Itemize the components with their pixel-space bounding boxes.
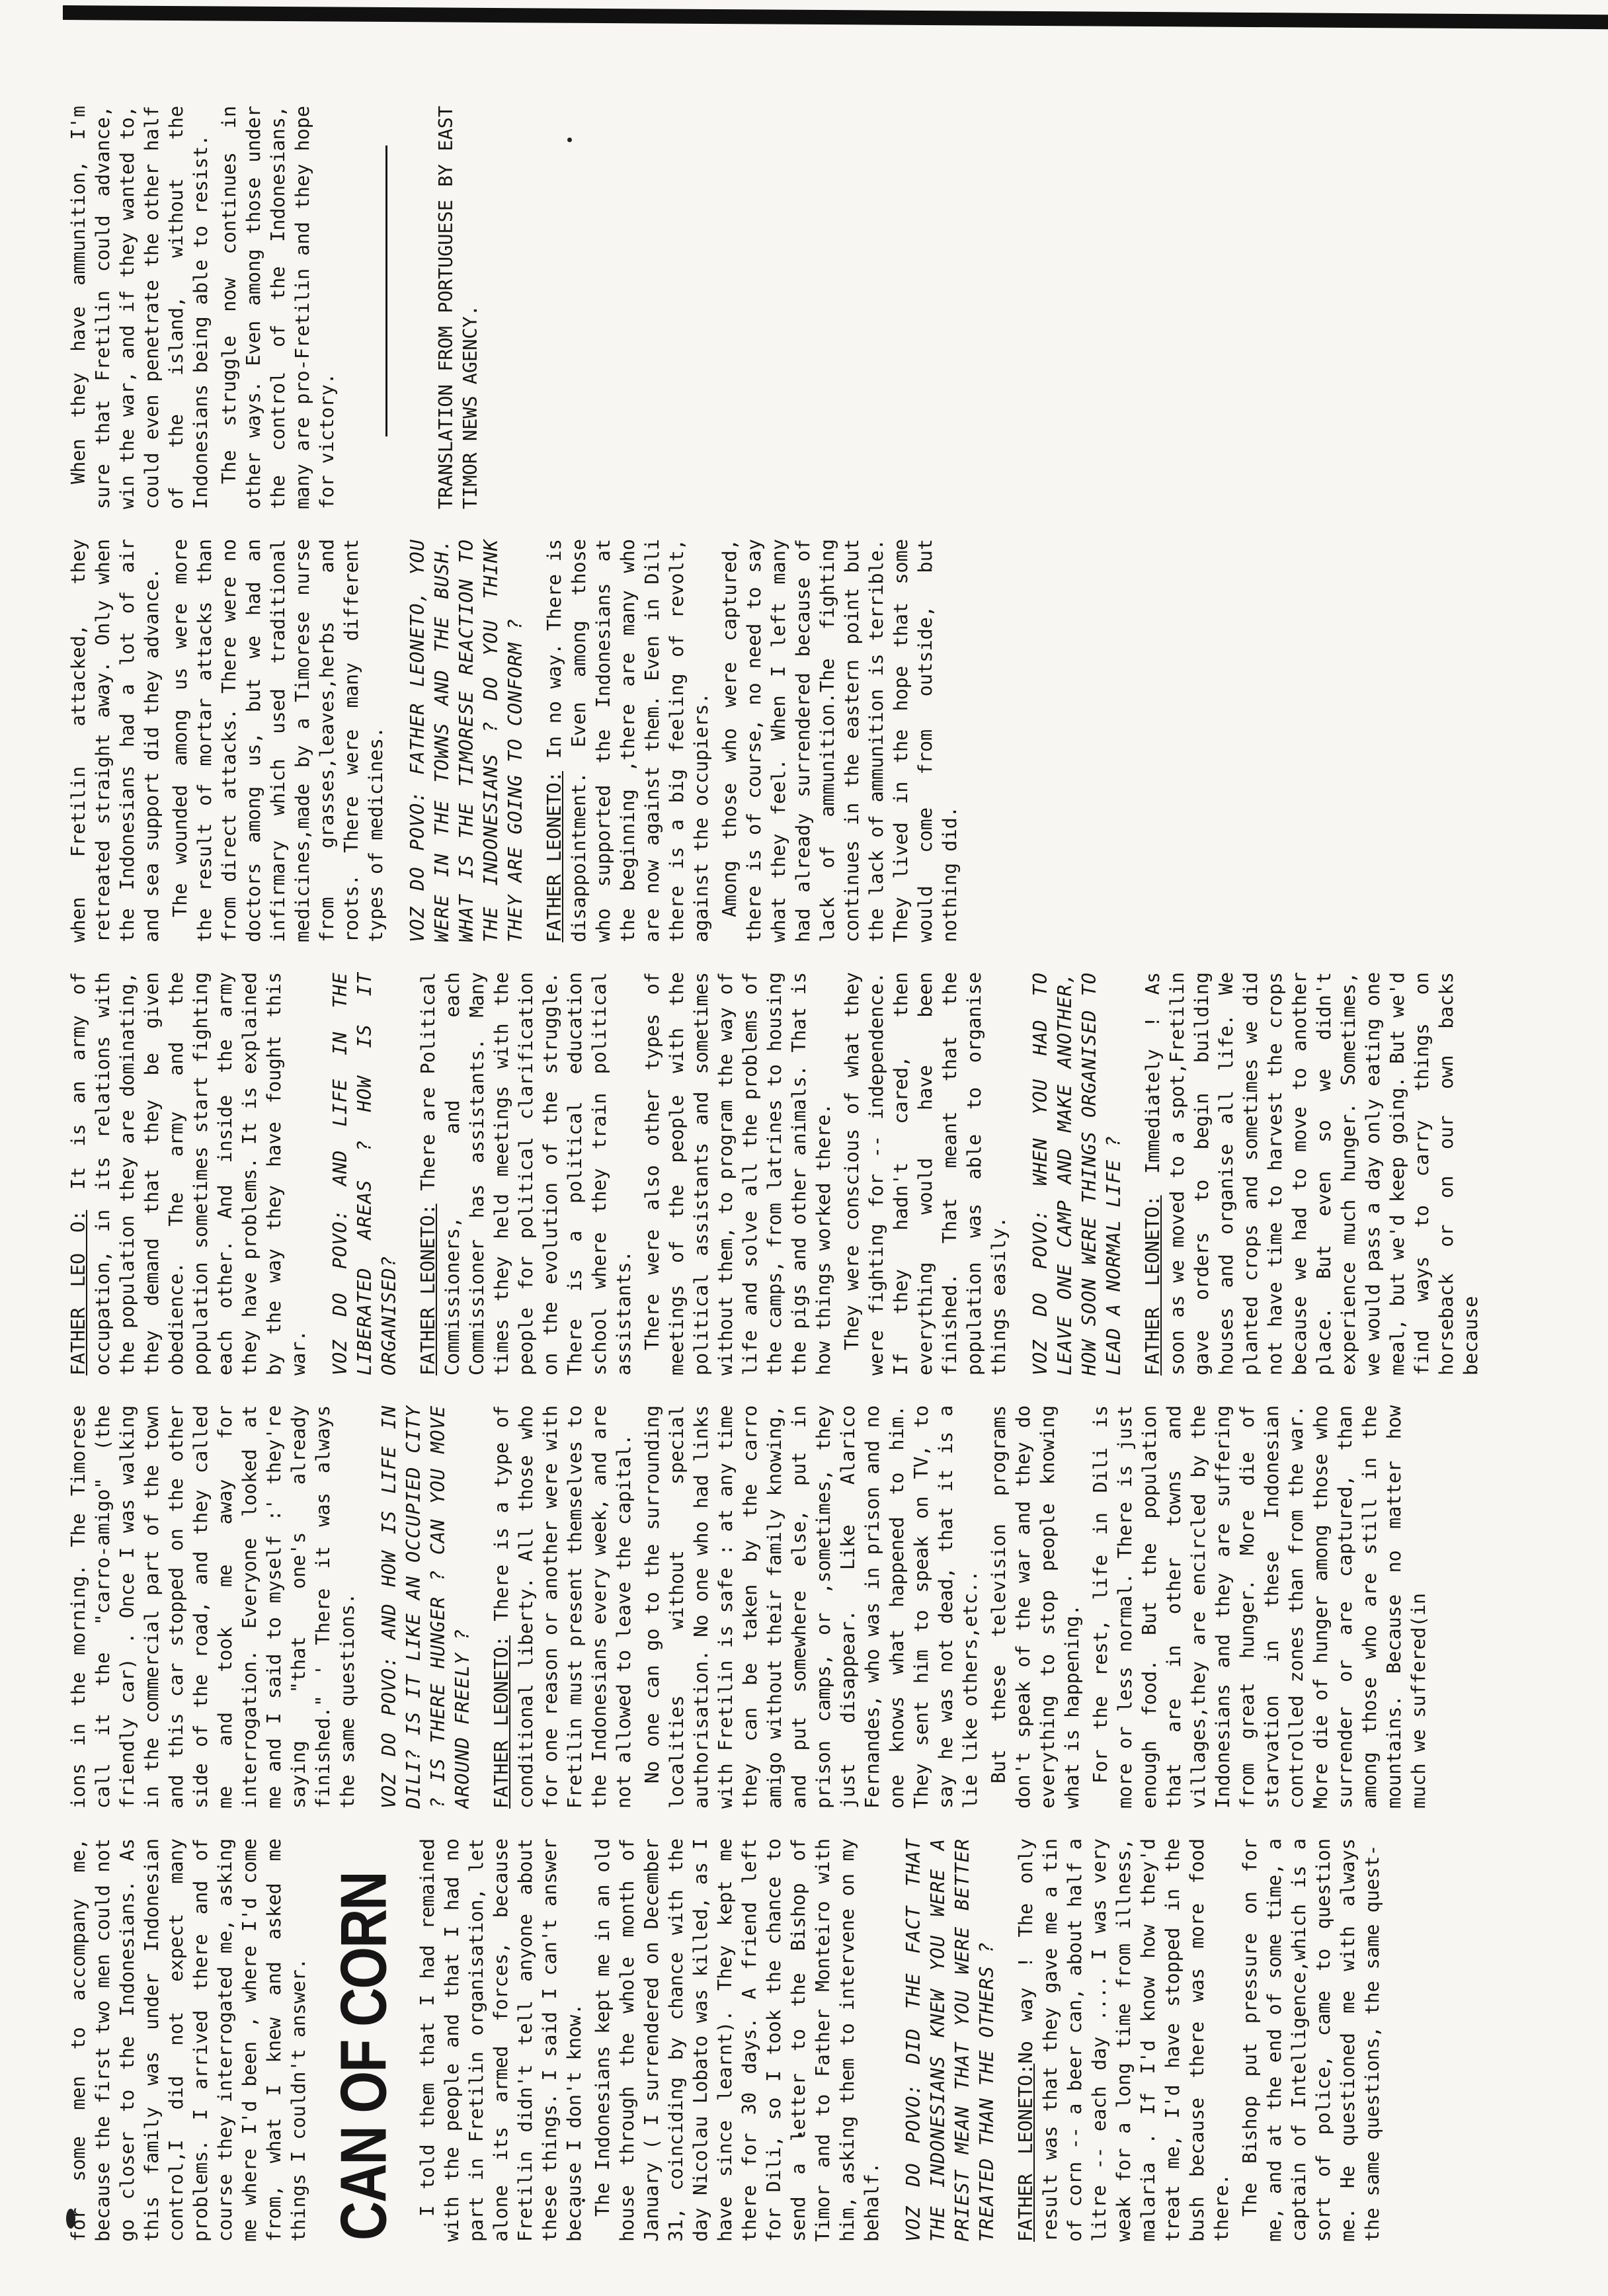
interview-answer bbox=[1014, 1838, 1234, 2242]
article-column-5 bbox=[66, 106, 1527, 509]
column-text: ions in the morning. The Timorese call it the "carro-amigo" (the friendly car) . Once I was walking in the commercial part of the town and this car stopped on the other side of the road, and they called me and took me away for interrogation. Everyone looked at me and I said to myself :' they're saying "that one's already finished." ' There it was always the same questions. bbox=[67, 1405, 358, 1809]
rotated-document bbox=[66, 106, 1527, 2242]
speaker-label: FATHER LEONETO: bbox=[491, 1635, 512, 1809]
speaker-label: FATHER LEONETO: bbox=[543, 771, 565, 942]
answer-text: It is an army of occupation, in its relations with the population they are dominating, they demand that they be given obedience. The army and the population sometimes start fighting each other. And inside the army they have problems. It is explained by the way they have fought this war. bbox=[67, 972, 309, 1375]
paragraph: When they have ammunition, I'm sure that Fretilin could advance, win the war, and if they wanted to, could even penetrate the other half of the island, without the Indonesians being able to resist. bbox=[67, 106, 212, 509]
headline: CAN OF CORN bbox=[327, 1872, 400, 2240]
top-border-rule bbox=[63, 5, 1608, 29]
paragraph: No one can go to the surrounding localities without special authorisation. No one who had links with Fretilin is safe : at any time they can be taken by the carro amigo without their family knowing, and put somewhere else, put in prison camps, or ,sometimes, they just disappear. Like Alarico Fernandes, who was in prison and no one knows what happened to him. They sent him to speak on TV, to say he was not dead, that it is a lie like others,etc.. bbox=[641, 1405, 981, 1809]
article-column-1 bbox=[66, 1838, 1527, 2242]
interview-question: VOZ DO POVO: FATHER LEONETO, YOU WERE IN THE TOWNS AND THE BUSH. WHAT IS THE TIMORESE REACTION TO THE INDONESIANS ? DO YOU THINK THEY ARE GOING TO CONFORM ? bbox=[407, 539, 526, 942]
speaker-label: FATHER LEO O: bbox=[67, 1210, 89, 1375]
article-columns bbox=[66, 106, 1527, 2242]
interview-question: VOZ DO POVO: AND LIFE IN THE LIBERATED AREAS ? HOW IS IT ORGANISED? bbox=[329, 972, 400, 1375]
speaker-label: FATHER LEONETO: bbox=[1015, 2063, 1037, 2242]
paragraph: There were also other types of meetings of the people with the political assistants and sometimes without them, to program the way of life and solve all the problems of the camps, from latrines to housing the pigs and other animals. That is how things worked there. bbox=[641, 972, 834, 1375]
paragraph: The Indonesians kept me in an old house through the whole month of January ( I surrendered on December 31, coinciding by chance with the day Nicolau Lobato was killed, as I have since learnt). They kept me there for 30 days. A friend left for Dili, so I took the chance to send a letter to the Bishop of Timor and to Father Monteiro with him, asking them to intervene on my behalf. bbox=[592, 1838, 883, 2242]
answer-text: There is a type of conditional liberty. All those who for one reason or another were with Fretilin must present themselves to the Indonesians every week, and are not allowed to leave the capital. bbox=[491, 1405, 635, 1809]
interview-answer bbox=[1141, 972, 1483, 1375]
interview-answer bbox=[66, 972, 311, 1375]
column-text: when Fretilin attacked, they retreated straight away. Only when the Indonesians had a lot of air and sea support did they advance. bbox=[67, 539, 163, 942]
paragraph: The Bishop put pressure on for me, and at the end of some time, a captain of Intelligence,which is a sort of police, came to question me. He questioned me with always the same questions, the same quest- bbox=[1239, 1838, 1383, 2242]
paragraph: The struggle now continues in other ways. Even among those under the control of the Indonesians, many are pro-Fretilin and they hope for victory. bbox=[218, 106, 338, 509]
speaker-label: FATHER LEONETO: bbox=[417, 1204, 439, 1375]
translation-credit: TRANSLATION FROM PORTUGUESE BY EAST TIMOR NEWS AGENCY. bbox=[435, 106, 481, 509]
speaker-label: FATHER LEONETO: bbox=[1142, 1195, 1164, 1375]
answer-text: There are Political Commissioners, and each Commissioner has assistants. Many times they held meetings with the people for political clarification on the evolution of the struggle. There is a political education school where they train political assistants. bbox=[417, 972, 635, 1375]
section-divider bbox=[385, 145, 387, 436]
column-text: for some men to accompany me, because the first two men could not go closer to the Indonesians. As this family was under Indonesian control,I did not expect many problems. I arrived there and of course they interrogated me, asking me where I'd been , where I'd come from, what I knew and asked me things I couldn't answer. bbox=[67, 1838, 309, 2242]
answer-text: Immediately ! As soon as we moved to a spot,Fretilin gave orders to begin building houses and organise all life. We planted crops and sometimes we did not have time to harvest the crops because we had to move to another place. But even so we didn't experience much hunger. Sometimes, we would pass a day only eating one meal, but we'd keep going. But we'd find ways to carry things on horseback or on our own backs because bbox=[1142, 972, 1482, 1375]
paragraph: For the rest, life in Dili is more or less normal. There is just enough food. But the population that are in other towns and villages,they are encircled by the Indonesians and they are suffering from great hunger. More die of starvation in these Indonesian controlled zones than from the war. More die of hunger among those who surrender or are captured, than among those who are still in the mountains. Because no matter how much we suffered(in bbox=[1090, 1405, 1429, 1809]
article-column-4 bbox=[66, 539, 1527, 942]
interview-question: VOZ DO POVO: WHEN YOU HAD TO LEAVE ONE CAMP AND MAKE ANOTHER, HOW SOON WERE THINGS ORGANISED TO LEAD A NORMAL LIFE ? bbox=[1029, 972, 1125, 1375]
article-column-2 bbox=[66, 1405, 1527, 1809]
interview-answer bbox=[489, 1405, 636, 1809]
paragraph: But these television programs don't speak of the war and they do everything to stop people knowing what is happening. bbox=[988, 1405, 1083, 1809]
paragraph: I told them that I had remained with the people and that I had no part in Fretilin organisation, let alone its armed forces, because Fretilin didn't tell anyone about these things. I said I can't answer because I don't know. bbox=[417, 1838, 585, 2242]
paragraph: The wounded among us were more the result of mortar attacks than from direct attacks. There were no doctors among us, but we had an infirmary which used traditional medicines,made by a Timorese nurse from grasses,leaves,herbs and roots. There were many different types of medicines. bbox=[169, 539, 387, 942]
interview-question: VOZ DO POVO: DID THE FACT THAT THE INDONESIANS KNEW YOU WERE A PRIEST MEAN THAT YOU WERE BETTER TREATED THAN THE OTHERS ? bbox=[903, 1838, 998, 2242]
interview-answer bbox=[416, 972, 636, 1375]
interview-answer bbox=[542, 539, 713, 942]
paragraph: They were conscious of what they were fighting for -- independence. If they hadn't cared, then everything would have been finished. That meant that the population was able to organise things easily. bbox=[841, 972, 1010, 1375]
answer-text: In no way. There is disappointment. Even among those who supported the Indonesians at the beginning ,there are many who are now against them. Even in Dili there is a big feeling of revolt, against the occupiers. bbox=[543, 539, 712, 942]
answer-text: No way ! The only result was that they gave me a tin of corn -- a beer can, about half a litre -- each day .... I was very weak for a long time from illness, malaria . If I'd know how they'd treat me, I'd have stopped in the bush because there was more food there. bbox=[1015, 1838, 1232, 2242]
article-column-3 bbox=[66, 972, 1527, 1375]
paragraph: Among those who were captured, there is of course, no need to say what they feel. When I left many had already surrendered because of lack of ammunition.The fighting continues in the eastern point but the lack of ammunition is terrible. They lived in the hope that some would come from outside, but nothing did. bbox=[719, 539, 961, 942]
interview-question: VOZ DO POVO: AND HOW IS LIFE IN DILI? IS IT LIKE AN OCCUPIED CITY ? IS THERE HUNGER ? CAN YOU MOVE AROUND FREELY ? bbox=[378, 1405, 473, 1809]
